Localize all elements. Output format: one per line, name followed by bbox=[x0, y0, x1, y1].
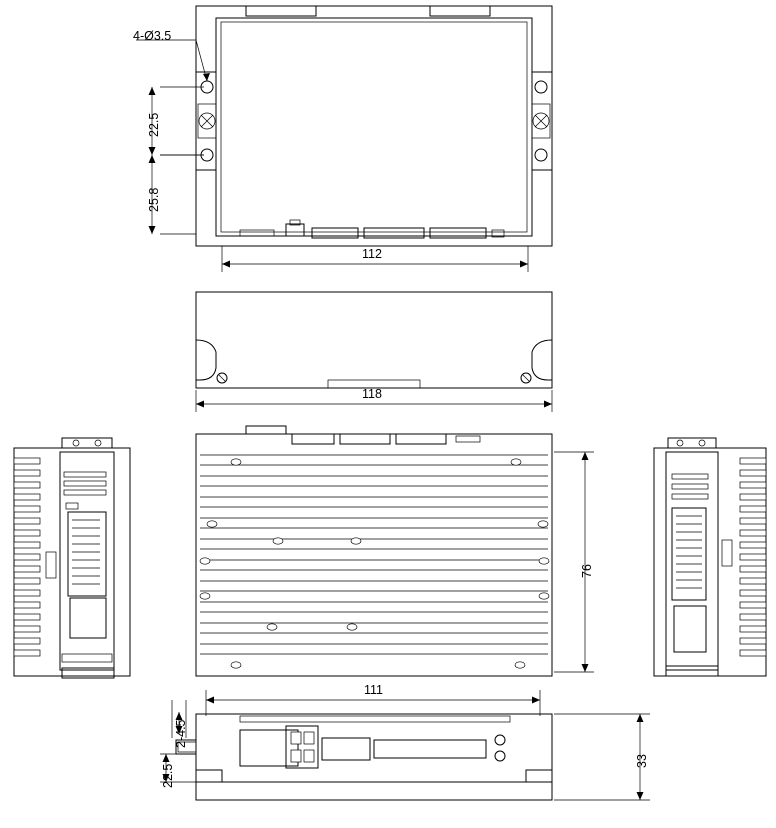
dim-slot-callout: 2-4.5 bbox=[174, 719, 188, 748]
dim-top-pitch-1: 22.5 bbox=[147, 112, 161, 137]
dim-top-pitch-2: 25.8 bbox=[147, 187, 161, 212]
bottom-connector-view bbox=[160, 690, 650, 800]
dim-front-width: 118 bbox=[362, 387, 382, 401]
right-side-view bbox=[654, 438, 766, 676]
dim-top-width: 112 bbox=[362, 247, 382, 261]
dim-main-height: 76 bbox=[580, 564, 594, 578]
left-side-view bbox=[14, 438, 130, 678]
dim-bottom-offset: 22.5 bbox=[161, 763, 175, 788]
dim-bottom-width: 111 bbox=[364, 683, 384, 697]
dim-bottom-height: 33 bbox=[635, 754, 649, 768]
dim-hole-callout: 4-Ø3.5 bbox=[133, 29, 172, 43]
main-view bbox=[196, 426, 594, 676]
top-view bbox=[136, 6, 552, 272]
